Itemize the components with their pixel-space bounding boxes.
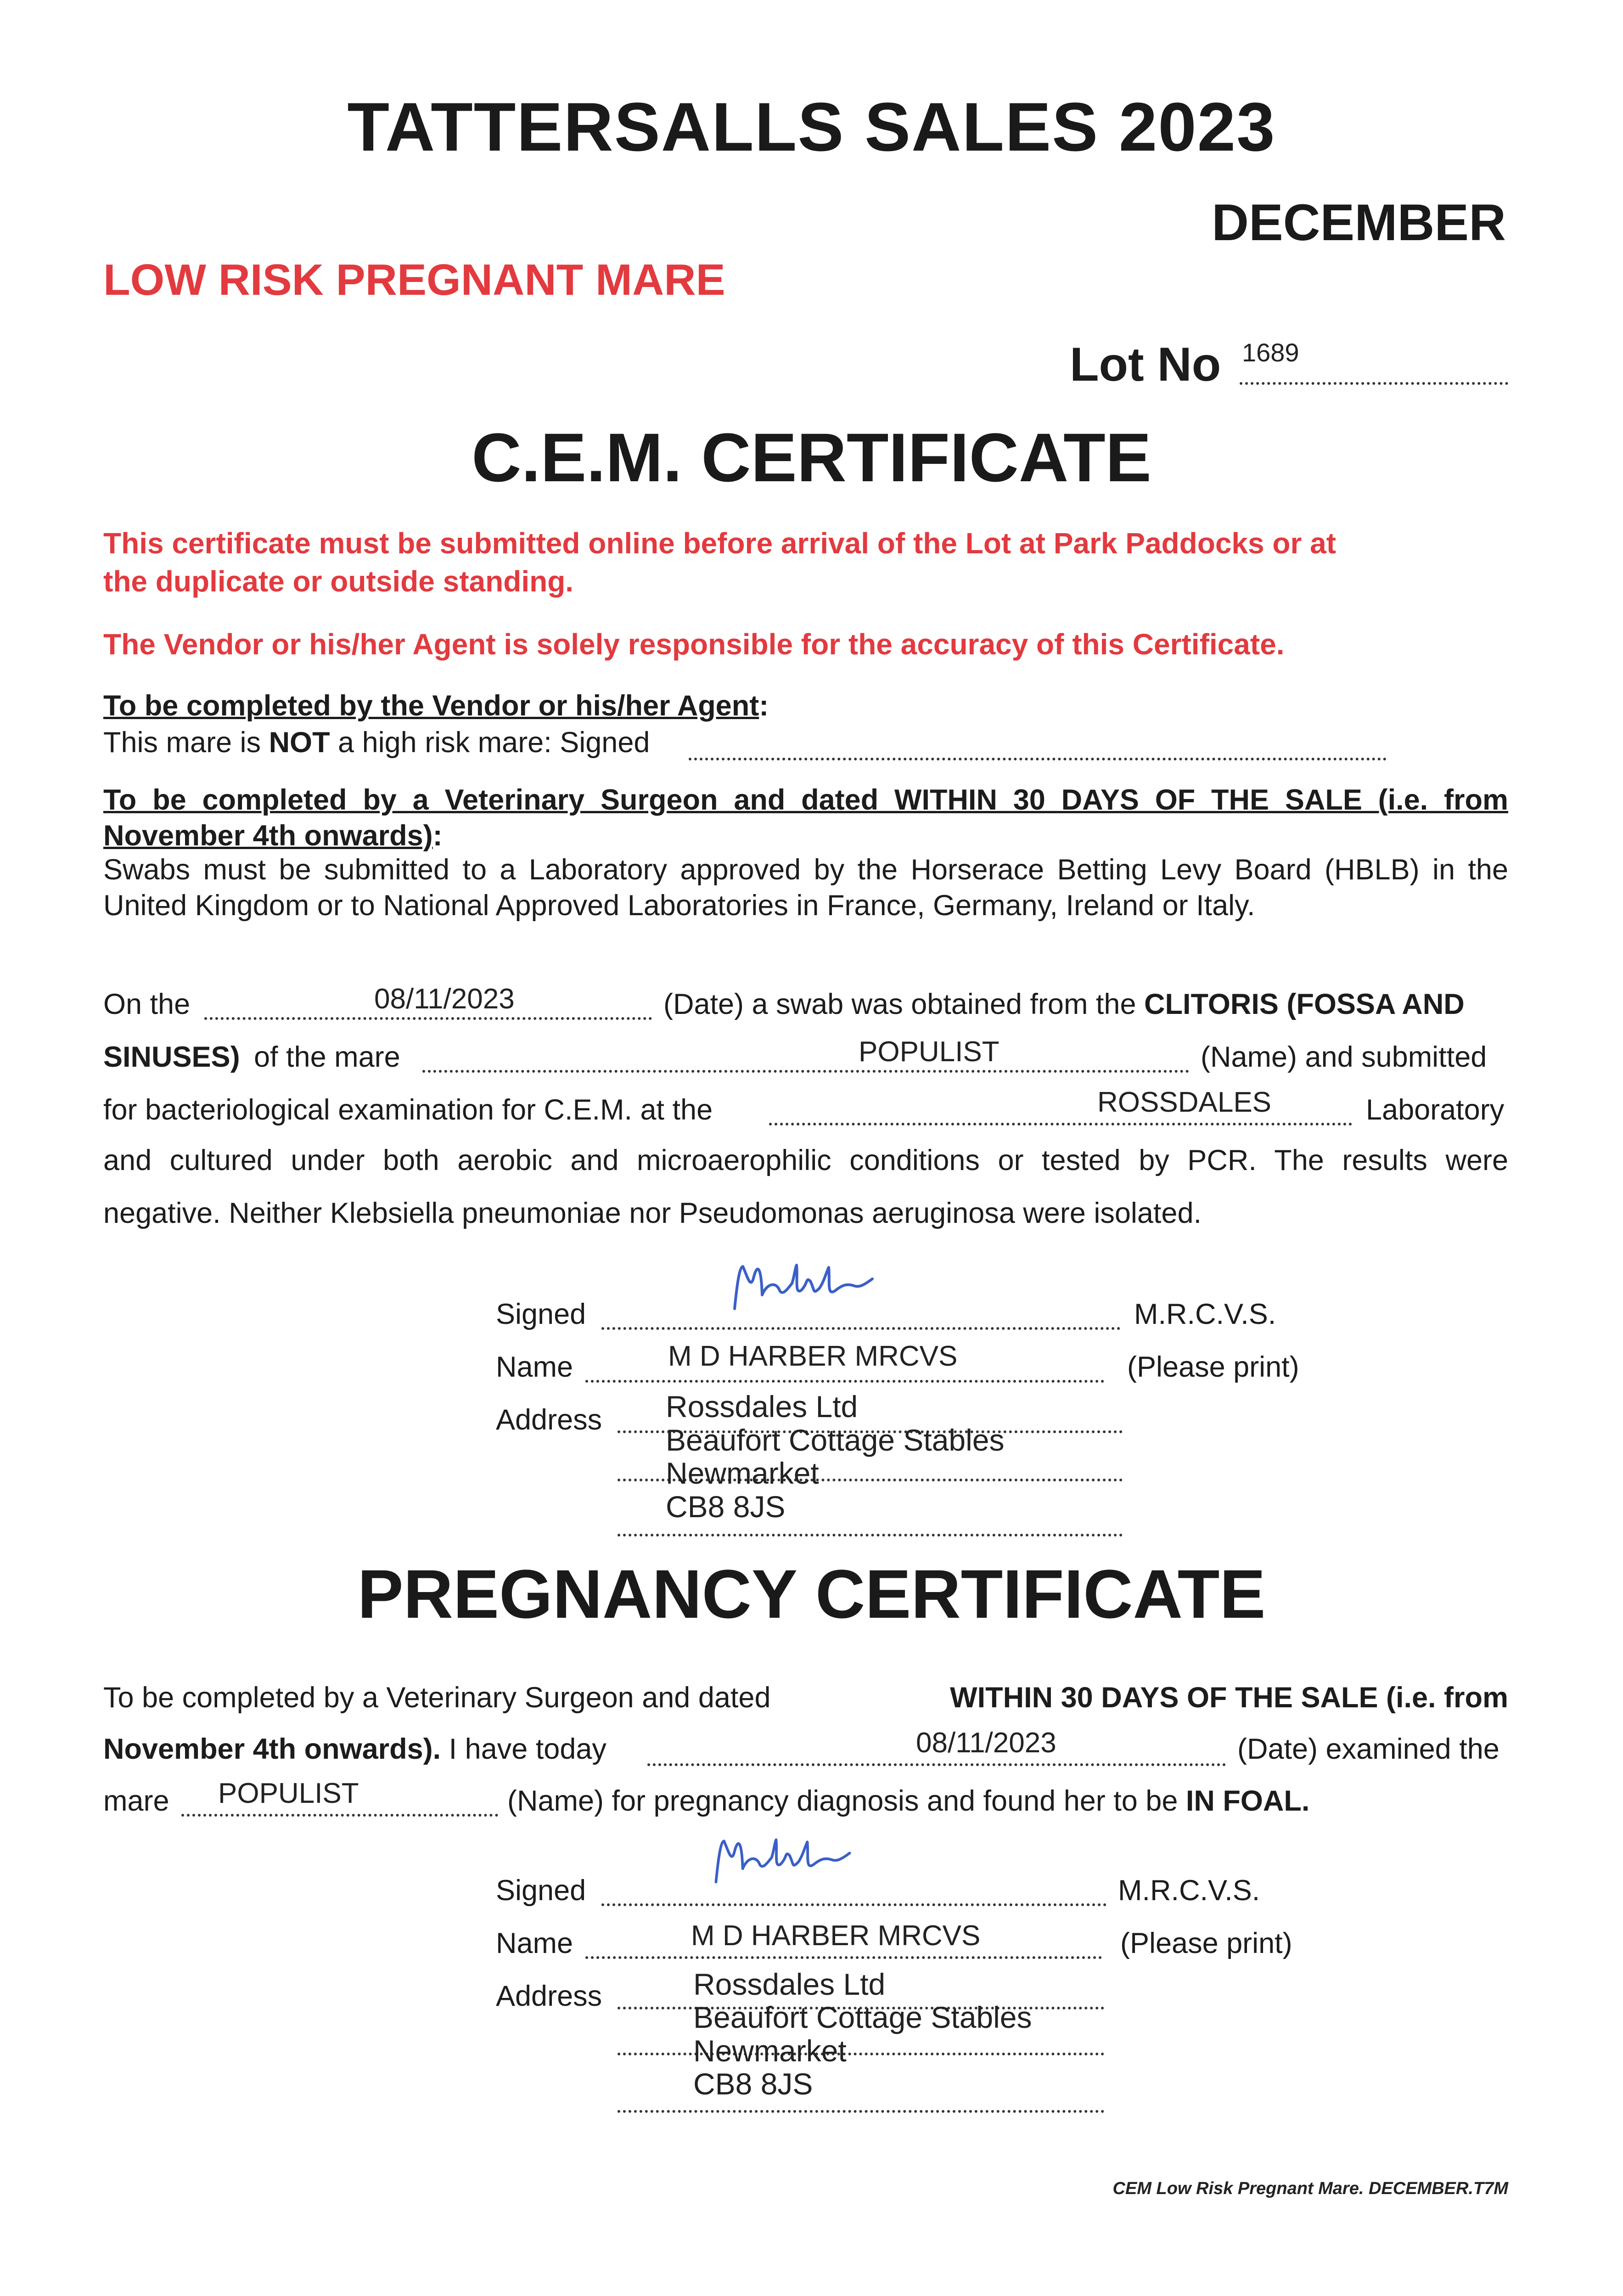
swab-date-value: 08/11/2023	[374, 983, 515, 1015]
negative-text: negative. Neither Klebsiella pneumoniae nor Pseudomonas aeruginosa were isolated.	[103, 1197, 1202, 1229]
cem-signature-scribble	[725, 1258, 882, 1313]
lot-number-label: Lot No	[1070, 338, 1221, 391]
cem-address-4: CB8 8JS	[666, 1490, 786, 1524]
preg-address-line-2	[618, 2053, 1104, 2055]
preg-signed-label: Signed	[496, 1874, 586, 1907]
in-foal-label: IN FOAL.	[1185, 1785, 1310, 1817]
cem-mrcvs-label: M.R.C.V.S.	[1134, 1298, 1276, 1330]
laboratory-label: Laboratory	[1366, 1094, 1505, 1126]
preg-line-3-a: mare	[103, 1785, 169, 1817]
preg-line-2	[103, 1732, 607, 1767]
vet-heading-line-2-text: November 4th onwards)	[103, 820, 433, 852]
laboratory-name-value: ROSSDALES	[1097, 1086, 1272, 1118]
preg-line-3-b	[507, 1784, 1309, 1819]
vendor-heading-text: To be completed by the Vendor or his/her Agent	[103, 690, 759, 722]
cem-address-line-3	[618, 1525, 1123, 1536]
category-label: LOW RISK PREGNANT MARE	[103, 255, 725, 304]
vendor-declaration-b: a high risk mare: Signed	[330, 726, 650, 759]
cem-name-label: Name	[496, 1351, 573, 1383]
preg-address-3: Newmarket	[693, 2034, 847, 2068]
preg-address-4: CB8 8JS	[693, 2067, 813, 2101]
for-exam-label: for bacteriological examination for C.E.M. at the	[103, 1094, 713, 1126]
vet-heading	[103, 783, 1508, 818]
preg-line-1	[103, 1681, 1508, 1716]
swab-instructions	[103, 853, 1508, 888]
preg-line-1-b: WITHIN 30 DAYS OF THE SALE (i.e. from	[950, 1682, 1508, 1714]
swab-line-1: Swabs must be submitted to a Laboratory approved by the Horserace Betting Levy Board (HBLB) in the	[103, 854, 1508, 886]
vet-heading-line-2: November 4th onwards):	[103, 820, 443, 852]
preg-line-1-a: To be completed by a Veterinary Surgeon and dated	[103, 1682, 771, 1714]
cem-address-1: Rossdales Ltd	[666, 1390, 858, 1424]
cem-vet-name-value: M D HARBER MRCVS	[668, 1340, 958, 1372]
swab-date-suffix-text: (Date) a swab was obtained from the	[663, 988, 1136, 1020]
swab-date-suffix	[663, 987, 1465, 1022]
preg-date-value: 08/11/2023	[916, 1727, 1056, 1759]
cultured-line: and cultured under both aerobic and microaerophilic conditions or tested by PCR. The results were	[103, 1144, 1508, 1176]
vendor-declaration-a: This mare is	[103, 726, 269, 759]
cultured-text	[103, 1143, 1508, 1178]
preg-name-label: Name	[496, 1927, 573, 1959]
swab-line-2: United Kingdom or to National Approved Laboratories in France, Germany, Ireland or Italy.	[103, 889, 1255, 922]
preg-line-3-b-text: (Name) for pregnancy diagnosis and found her to be	[507, 1785, 1186, 1817]
vendor-declaration-not: NOT	[269, 726, 330, 759]
cem-address-label: Address	[496, 1404, 602, 1436]
lot-number-value: 1689	[1242, 338, 1299, 367]
submission-notice: This certificate must be submitted online before arrival of the Lot at Park Paddocks or at	[103, 527, 1337, 560]
responsibility-notice: The Vendor or his/her Agent is solely responsible for the accuracy of this Certificate.	[103, 628, 1285, 661]
preg-mrcvs-label: M.R.C.V.S.	[1118, 1874, 1260, 1907]
pregnancy-certificate-title: PREGNANCY CERTIFICATE	[357, 1555, 1266, 1632]
on-the-label: On the	[103, 988, 191, 1020]
preg-address-line-3	[618, 2101, 1104, 2113]
preg-signature-scribble	[707, 1832, 859, 1887]
preg-please-print: (Please print)	[1120, 1927, 1292, 1959]
mare-name-line	[422, 1052, 1189, 1073]
vendor-signature-line	[689, 739, 1387, 760]
sales-title: TATTERSALLS SALES 2023	[347, 88, 1276, 165]
vet-heading-line-1: To be completed by a Veterinary Surgeon and dated WITHIN 30 DAYS OF THE SALE (i.e. from	[103, 784, 1508, 816]
of-the-mare-label: of the mare	[254, 1041, 400, 1073]
cem-signed-label: Signed	[496, 1298, 586, 1330]
mare-name-value: POPULIST	[859, 1036, 1000, 1068]
cem-address-3: Newmarket	[666, 1456, 819, 1490]
cem-please-print: (Please print)	[1127, 1351, 1299, 1383]
preg-line-2-a: November 4th onwards).	[103, 1733, 441, 1765]
vendor-declaration	[103, 726, 650, 760]
clitoris-label: CLITORIS (FOSSA AND	[1144, 988, 1465, 1020]
cem-certificate-title: C.E.M. CERTIFICATE	[472, 419, 1151, 496]
sinuses-label: SINUSES)	[103, 1041, 240, 1073]
preg-vet-signature	[707, 1832, 859, 1890]
name-submitted-label: (Name) and submitted	[1201, 1041, 1487, 1073]
submission-notice-cont: the duplicate or outside standing.	[103, 565, 574, 598]
footer-form-code: CEM Low Risk Pregnant Mare. DECEMBER.T7M	[1112, 2179, 1508, 2198]
preg-line-2-c: (Date) examined the	[1237, 1733, 1499, 1765]
preg-vet-name-value: M D HARBER MRCVS	[691, 1920, 981, 1952]
preg-line-2-b: I have today	[441, 1733, 607, 1765]
preg-address-2: Beaufort Cottage Stables	[693, 2000, 1032, 2034]
vendor-heading: To be completed by the Vendor or his/her Agent:	[103, 690, 769, 722]
sale-month: DECEMBER	[1212, 194, 1506, 251]
preg-mare-name-value: POPULIST	[218, 1778, 359, 1809]
cem-vet-signature	[725, 1258, 882, 1316]
preg-address-1: Rossdales Ltd	[693, 1967, 886, 2001]
preg-address-label: Address	[496, 1980, 602, 2012]
cem-address-2: Beaufort Cottage Stables	[666, 1423, 1005, 1457]
